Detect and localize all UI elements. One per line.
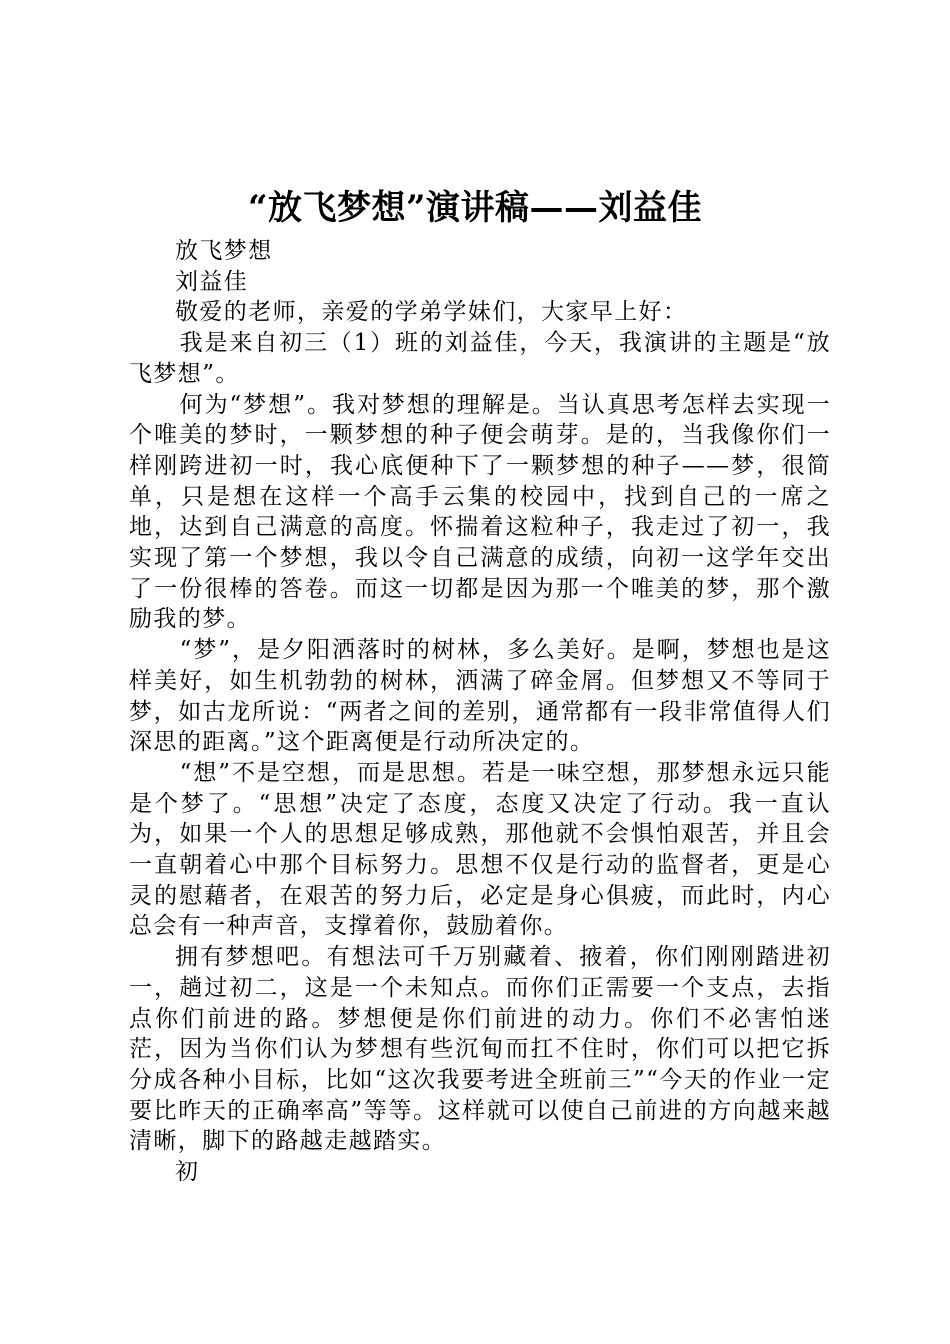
body-paragraph-fragment: 初 [175, 1159, 200, 1186]
body-paragraph: “想”不是空想，而是思想。若是一味空想，那梦想永远只能是个梦了。“思想”决定了态度，态度又决定了行动。我一直认为，如果一个人的思想足够成熟，那他就不会惧怕艰苦，并且会一直朝着心中那个目标努力。思想不仅是行动的监督者，更是心灵的慰藉者，在艰苦的努力后，必定是身心俱疲，而此时，内心总会有一种声音，支撑着你，鼓励着你。 [129, 759, 831, 940]
body-paragraph: 何为“梦想”。我对梦想的理解是。当认真思考怎样去实现一个唯美的梦时，一颗梦想的种子便会萌芽。是的，当我像你们一样刚跨进初一时，我心底便种下了一颗梦想的种子——梦，很简单，只是想在这样一个高手云集的校园中，找到自己的一席之地，达到自己满意的高度。怀揣着这粒种子，我走过了初一，我实现了第一个梦想，我以令自己满意的成绩，向初一这学年交出了一份很棒的答卷。而这一切都是因为那一个唯美的梦，那个激励我的梦。 [129, 391, 831, 633]
document-body [129, 236, 831, 1188]
speaker-name: 刘益佳 [175, 268, 249, 295]
body-paragraph: “梦”，是夕阳洒落时的树林，多么美好。是啊，梦想也是这样美好，如生机勃勃的树林，洒满了碎金屑。但梦想又不等同于梦，如古龙所说：“两者之间的差别，通常都有一段非常值得人们深思的距离。”这个距离便是行动所决定的。 [129, 637, 831, 756]
greeting-paragraph: 敬爱的老师，亲爱的学弟学妹们，大家早上好： [175, 299, 688, 326]
speech-heading: 放飞梦想 [175, 238, 273, 264]
intro-paragraph: 我是来自初三（1）班的刘益佳，今天，我演讲的主题是“放飞梦想”。 [129, 330, 831, 387]
document-title: “放飞梦想”演讲稿——刘益佳 [247, 188, 703, 228]
body-paragraph: 拥有梦想吧。有想法可千万别藏着、掖着，你们刚刚踏进初一，趟过初二，这是一个未知点。而你们正需要一个支点，去指点你们前进的路。梦想便是你们前进的动力。你们不必害怕迷茫，因为当你们认为梦想有些沉甸而扛不住时，你们可以把它拆分成各种小目标，比如“这次我要考进全班前三”“今天的作业一定要比昨天的正确率高”等等。这样就可以使自己前进的方向越来越清晰，脚下的路越走越踏实。 [129, 944, 831, 1155]
